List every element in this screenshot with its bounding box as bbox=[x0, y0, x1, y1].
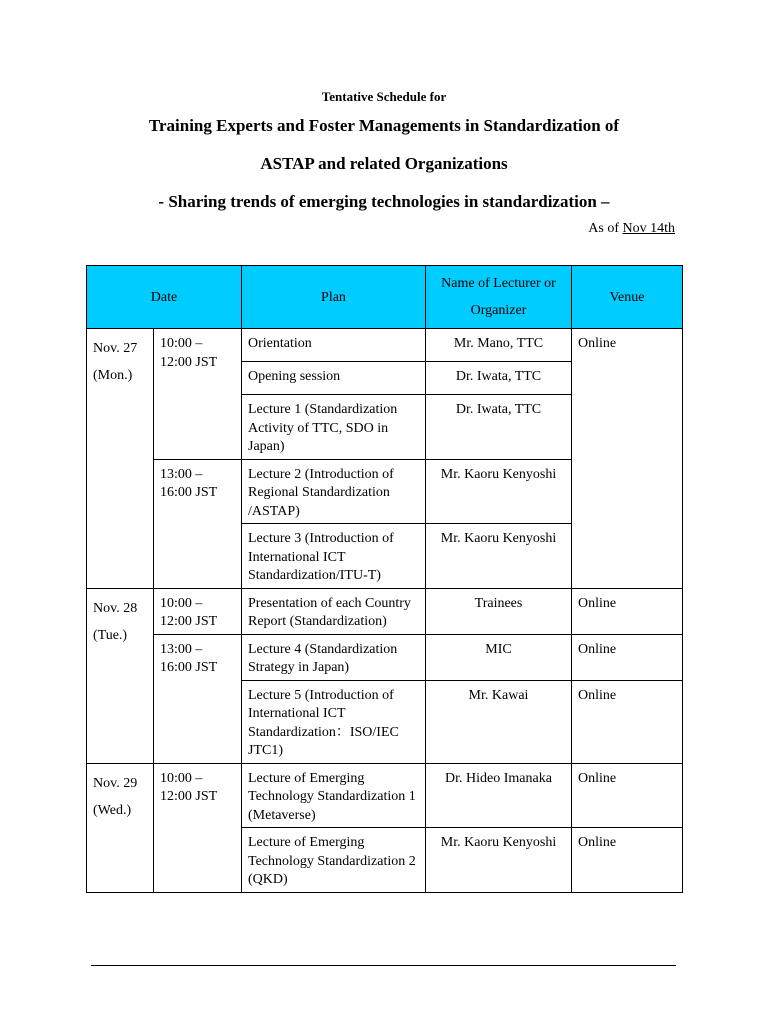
venue-cell: Online bbox=[572, 680, 683, 763]
column-header-lecturer: Name of Lecturer or Organizer bbox=[426, 266, 572, 329]
title-line-1: Training Experts and Foster Managements in Standardization of bbox=[148, 116, 620, 135]
time-cell bbox=[154, 763, 242, 892]
table-row bbox=[87, 763, 683, 828]
time-end: 12:00 JST bbox=[160, 354, 218, 370]
table-row bbox=[87, 329, 683, 362]
plan-cell: Lecture 5 (Introduction of International ICT Standardization：ISO/IEC JTC1) bbox=[242, 680, 426, 763]
schedule-subtitle: Tentative Schedule for bbox=[321, 89, 447, 104]
venue-cell: Online bbox=[572, 588, 683, 634]
lecturer-cell: Dr. Iwata, TTC bbox=[426, 362, 572, 395]
column-header-plan: Plan bbox=[242, 266, 426, 329]
lecturer-cell: Mr. Kaoru Kenyoshi bbox=[426, 828, 572, 893]
lecturer-cell: Mr. Mano, TTC bbox=[426, 329, 572, 362]
time-start: 10:00 – bbox=[160, 336, 203, 351]
column-header-date: Date bbox=[87, 266, 242, 329]
plan-cell: Presentation of each Country Report (Standardization) bbox=[242, 588, 426, 634]
lecturer-cell: Dr. Hideo Imanaka bbox=[426, 763, 572, 828]
column-header-venue: Venue bbox=[572, 266, 683, 329]
table-row bbox=[87, 634, 683, 680]
footer-divider bbox=[91, 965, 676, 966]
time-end: 12:00 JST bbox=[160, 614, 218, 629]
lecturer-cell: Trainees bbox=[426, 588, 572, 634]
plan-cell: Opening session bbox=[242, 362, 426, 395]
time-start: 13:00 – bbox=[160, 641, 203, 657]
time-end: 16:00 JST bbox=[160, 485, 218, 500]
venue-cell: Online bbox=[572, 828, 683, 893]
plan-cell: Lecture 2 (Introduction of Regional Standardization /ASTAP) bbox=[242, 459, 426, 524]
day-weekday: (Mon.) bbox=[93, 368, 133, 383]
lecturer-cell: Mr. Kaoru Kenyoshi bbox=[426, 459, 572, 524]
venue-cell: Online bbox=[572, 763, 683, 828]
title-line-2: ASTAP and related Organizations bbox=[260, 154, 508, 173]
lecturer-cell: Mr. Kaoru Kenyoshi bbox=[426, 524, 572, 589]
as-of-prefix: As of bbox=[588, 221, 623, 236]
plan-cell: Lecture 1 (Standardization Activity of TTC, SDO in Japan) bbox=[242, 395, 426, 460]
plan-cell: Lecture 3 (Introduction of International ICT Standardization/ITU-T) bbox=[242, 524, 426, 589]
time-cell bbox=[154, 329, 242, 460]
time-end: 16:00 JST bbox=[160, 660, 218, 675]
time-end: 12:00 JST bbox=[160, 789, 218, 804]
venue-cell: Online bbox=[572, 634, 683, 680]
title-line-3: - Sharing trends of emerging technologies in standardization – bbox=[158, 192, 610, 211]
time-start: 10:00 – bbox=[160, 770, 203, 786]
as-of-date bbox=[588, 221, 675, 237]
date-cell bbox=[87, 329, 154, 589]
day-date: Nov. 29 bbox=[93, 775, 138, 791]
lecturer-cell: Dr. Iwata, TTC bbox=[426, 395, 572, 460]
date-cell bbox=[87, 588, 154, 763]
time-cell bbox=[154, 634, 242, 763]
plan-cell: Orientation bbox=[242, 329, 426, 362]
venue-cell: Online bbox=[572, 329, 683, 589]
day-weekday: (Tue.) bbox=[93, 627, 128, 643]
day-date: Nov. 28 bbox=[93, 600, 138, 616]
table-header-row bbox=[87, 266, 683, 329]
day-date: Nov. 27 bbox=[93, 341, 138, 356]
time-start: 13:00 – bbox=[160, 466, 203, 482]
plan-cell: Lecture of Emerging Technology Standardization 1 (Metaverse) bbox=[242, 763, 426, 828]
plan-cell: Lecture 4 (Standardization Strategy in Japan) bbox=[242, 634, 426, 680]
date-cell bbox=[87, 763, 154, 892]
time-cell bbox=[154, 459, 242, 588]
time-start: 10:00 – bbox=[160, 595, 203, 611]
lecturer-cell: Mr. Kawai bbox=[426, 680, 572, 763]
lecturer-cell: MIC bbox=[426, 634, 572, 680]
time-cell bbox=[154, 588, 242, 634]
schedule-table bbox=[86, 265, 683, 893]
table-row bbox=[87, 588, 683, 634]
as-of-date-value: Nov 14th bbox=[622, 221, 675, 236]
day-weekday: (Wed.) bbox=[93, 802, 132, 818]
plan-cell: Lecture of Emerging Technology Standardization 2 (QKD) bbox=[242, 828, 426, 893]
